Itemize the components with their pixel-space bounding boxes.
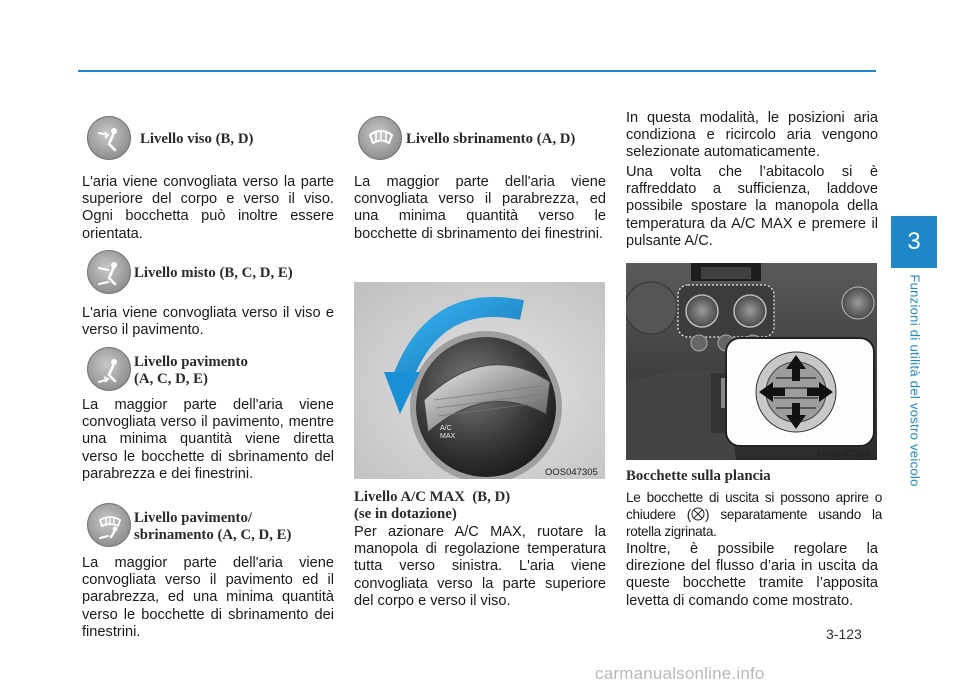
figure-code-ac-max: OOS047305: [545, 467, 598, 478]
text-livello-pavimento: La maggior parte dell'aria viene convogliata verso il pavimento, mentre una minima quantità viene diretta verso le bocchette di sbrinamento del parabrezza e dei finestrini.: [82, 397, 334, 482]
heading-ac-max: [354, 489, 510, 523]
knob-ac-label: A/C: [440, 425, 452, 432]
heading-livello-sbrinamento: Livello sbrinamento (A, D): [406, 131, 576, 147]
text-mode-info: In questa modalità, le posizioni aria condiziona e ricircolo aria vengono selezionate automaticamente.: [626, 110, 878, 161]
floor-defrost-icon: [87, 503, 131, 547]
figure-dashboard-vents: [626, 263, 877, 460]
chapter-side-label: [895, 260, 935, 500]
chapter-number: 3: [907, 228, 921, 255]
defrost-icon: [358, 116, 402, 160]
heading-livello-viso: Livello viso (B, D): [140, 131, 254, 147]
header-rule: [78, 70, 876, 72]
figure-ac-max-knob: [354, 282, 605, 479]
heading-livello-pav-sbrin-line1: Livello pavimento/: [134, 510, 252, 526]
heading-livello-pavimento-line2: (A, C, D, E): [134, 371, 208, 387]
knob-max-label: MAX: [440, 433, 456, 440]
text-livello-pav-sbrin: La maggior parte dell'aria viene convogliata verso il pavimento ed il parabrezza, ed una minima quantità verso le bocchette di sbrinamento dei finestrini.: [82, 555, 334, 640]
text-bocchette: [626, 489, 882, 540]
heading-livello-pav-sbrin-line2: sbrinamento (A, C, D, E): [134, 527, 292, 543]
heading-livello-pavimento: [134, 354, 248, 388]
face-vent-icon: [87, 116, 131, 160]
heading-livello-pavimento-line1: Livello pavimento: [134, 354, 248, 370]
heading-livello-pav-sbrin: [134, 510, 291, 544]
chapter-title: Funzioni di utilità del vostro veicolo: [907, 273, 923, 487]
bi-level-vent-icon: [87, 250, 131, 294]
text-livello-misto: L'aria viene convogliata verso il viso e verso il pavimento.: [82, 305, 334, 339]
text-ac-max: Per azionare A/C MAX, ruotare la manopola di regolazione temperatura tutta verso sinistra. L'aria viene convogliata verso la parte superiore del corpo e verso il viso.: [354, 524, 606, 609]
text-livello-sbrinamento: La maggior parte dell'aria viene convogliata verso il parabrezza, ed una minima quantità verso le bocchette di sbrinamento dei finestrini.: [354, 174, 606, 242]
floor-vent-icon: [87, 347, 131, 391]
figure-code-dashboard: OOS047306: [817, 449, 870, 460]
knob-illustration: [354, 282, 605, 479]
dashboard-illustration: [626, 263, 877, 460]
text-bocchette-a: Le bocchette di uscita si possono aprire o chiudere (: [626, 490, 882, 522]
text-bocchette-direzione: Inoltre, è possibile regolare la direzione del flusso d’aria in uscita da queste bocchette tramite l’apposita levetta di comando come mostrato.: [626, 541, 878, 609]
text-cooling-info: Una volta che l’abitacolo si è raffreddato a sufficienza, laddove possibile spostare la manopola della temperatura da A/C MAX e premere il pulsante A/C.: [626, 164, 878, 249]
heading-livello-misto: Livello misto (B, C, D, E): [134, 265, 293, 281]
heading-bocchette: Bocchette sulla plancia: [626, 468, 771, 484]
text-livello-viso: L'aria viene convogliata verso la parte superiore del corpo e verso il viso. Ogni bocchetta può inoltre essere orientata.: [82, 174, 334, 242]
watermark: carmanualsonline.info: [595, 664, 765, 683]
text-bocchette-b: ) separatamente usando la rotella zigrinata.: [626, 507, 882, 539]
heading-ac-max-line2: (se in dotazione): [354, 506, 457, 522]
open-close-vent-icon: [691, 507, 705, 521]
page-number: 3-123: [826, 626, 862, 642]
heading-ac-max-line1: Livello A/C MAX (B, D): [354, 489, 511, 505]
